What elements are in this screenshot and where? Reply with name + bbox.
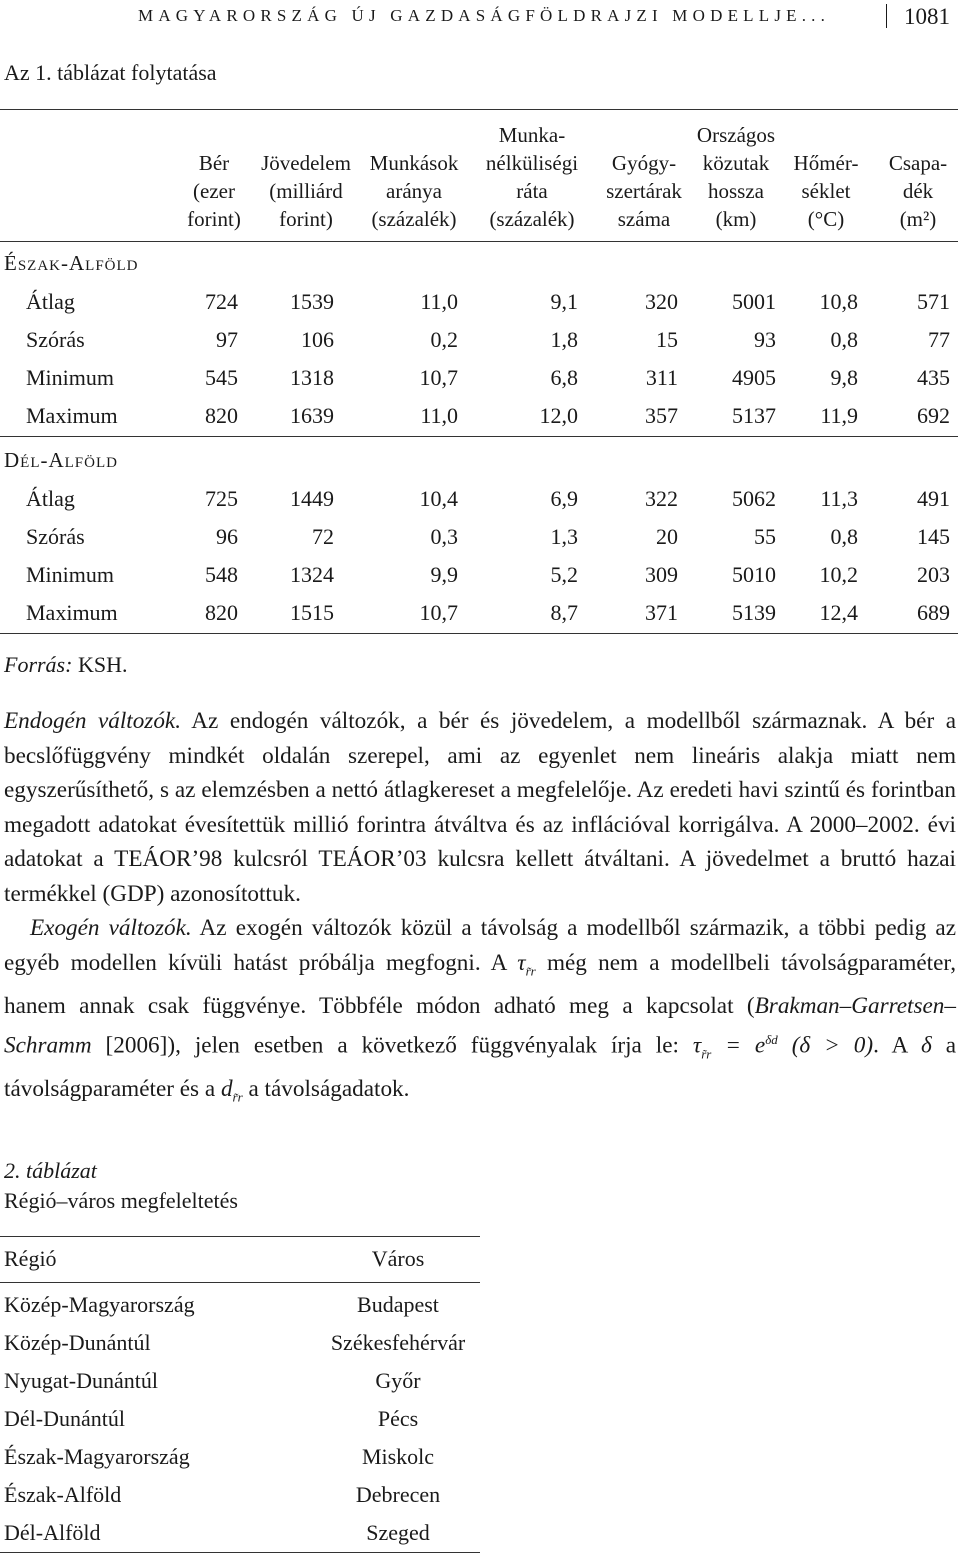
table-cell: 1539 bbox=[290, 289, 334, 314]
body-text bbox=[4, 704, 956, 1115]
paragraph-text: Az endogén változók, a bér és jövedelem, a modellből származnak. A bér a becslőfüggvény mindkét oldalán szerepel, ami az egyenlet nem lineáris alakja miatt nem egyszerűsíthető, s az elemzésben a nettó átlagkereset a megfelelője. Az eredeti havi szintű és forintban megadott adatokat évesítettük millió forintra átváltva és az inflációval korrigálva. A 2000–2002. évi adatokat a TEÁOR’98 kulcsról TEÁOR’03 kulcsra kellett átváltani. A jövedelmet a bruttó hazai termékkel (GDP) azonosítottuk. bbox=[4, 708, 957, 907]
paragraph-exogenous bbox=[4, 911, 956, 1115]
table2-city-cell: Debrecen bbox=[355, 1482, 441, 1507]
table-row bbox=[0, 486, 958, 516]
table-cell: 11,0 bbox=[420, 289, 458, 314]
subscript-rr: r̃r bbox=[701, 1046, 712, 1062]
table2-header-rule bbox=[0, 1282, 480, 1283]
row-label: Maximum bbox=[26, 600, 118, 625]
row-label: Minimum bbox=[26, 365, 115, 390]
table2-label bbox=[4, 1158, 97, 1184]
column-header-line: forint) bbox=[187, 207, 241, 231]
table-cell: 72 bbox=[312, 524, 334, 549]
table2-city-cell: Budapest bbox=[357, 1292, 439, 1317]
table-cell: 1449 bbox=[290, 486, 334, 511]
table-cell: 1,3 bbox=[550, 524, 578, 549]
table-cell: 548 bbox=[205, 562, 238, 587]
table-cell: 357 bbox=[645, 403, 678, 428]
table1-column-header bbox=[853, 149, 960, 233]
formula-condition: (δ > 0) bbox=[777, 1032, 874, 1059]
table1-top-rule bbox=[0, 109, 958, 110]
table-cell: 6,9 bbox=[550, 486, 578, 511]
table-cell: 145 bbox=[917, 524, 950, 549]
table-cell: 20 bbox=[656, 524, 678, 549]
table1-header-rule bbox=[0, 241, 958, 242]
table-cell: 11,9 bbox=[820, 403, 858, 428]
column-header-line: (ezer bbox=[193, 179, 235, 203]
column-header-line: (százalék) bbox=[489, 207, 575, 231]
row-label: Átlag bbox=[26, 486, 75, 511]
column-header-line: (m²) bbox=[899, 207, 937, 231]
table2-header-city: Város bbox=[371, 1246, 425, 1271]
paragraph-text: Az exogén változók közül a távolság a modellből származik, a többi pedig az egyéb modellen kívüli hatást próbálja megfogni. A bbox=[4, 915, 956, 976]
table2-city-cell: Székesfehérvár bbox=[330, 1330, 466, 1355]
symbol-tau: τ bbox=[517, 949, 526, 976]
table-cell: 371 bbox=[645, 600, 678, 625]
table-cell: 106 bbox=[301, 327, 334, 352]
column-header-line: Bér bbox=[198, 151, 230, 175]
table1-continuation-title: Az 1. táblázat folytatása bbox=[4, 60, 217, 85]
formula-superscript: δd bbox=[765, 1032, 778, 1048]
source-value: KSH. bbox=[72, 652, 128, 677]
table-row bbox=[0, 403, 958, 433]
subscript-rr: r̃r bbox=[525, 963, 536, 979]
table2 bbox=[0, 1236, 482, 1554]
table2-title: Régió–város megfeleltetés bbox=[4, 1188, 238, 1213]
paragraph-text: a távolságparaméter és a bbox=[4, 1032, 956, 1103]
table-cell: 725 bbox=[205, 486, 238, 511]
table-row bbox=[0, 327, 958, 357]
table-cell: 0,8 bbox=[830, 524, 858, 549]
row-label: Átlag bbox=[26, 289, 75, 314]
table-cell: 5062 bbox=[732, 486, 776, 511]
table-cell: 5139 bbox=[732, 600, 776, 625]
table-cell: 10,8 bbox=[819, 289, 858, 314]
table-cell: 0,2 bbox=[430, 327, 458, 352]
column-header-line: séklet bbox=[801, 179, 851, 203]
symbol-d: d bbox=[220, 1076, 233, 1103]
table2-region-cell: Nyugat-Dunántúl bbox=[4, 1368, 158, 1393]
table-cell: 311 bbox=[645, 365, 678, 390]
row-label: Szórás bbox=[26, 327, 85, 352]
table-cell: 9,8 bbox=[830, 365, 858, 390]
column-header-line: szertárak bbox=[606, 179, 682, 203]
table2-label-text: 2. táblázat bbox=[4, 1158, 97, 1183]
column-header-line: száma bbox=[617, 207, 671, 231]
column-header-line: Munkások bbox=[369, 151, 459, 175]
column-header-line: Hőmér- bbox=[793, 151, 859, 175]
table2-city-cell: Pécs bbox=[377, 1406, 419, 1431]
column-header-line: hossza bbox=[708, 179, 764, 203]
table-row bbox=[0, 600, 958, 630]
table-cell: 571 bbox=[917, 289, 950, 314]
column-header-line: közutak bbox=[702, 151, 770, 175]
table-cell: 10,4 bbox=[419, 486, 458, 511]
symbol-delta: δ bbox=[920, 1032, 932, 1059]
table-cell: 1,8 bbox=[550, 327, 578, 352]
table-cell: 820 bbox=[205, 600, 238, 625]
table-cell: 322 bbox=[645, 486, 678, 511]
table2-city-cell: Miskolc bbox=[361, 1444, 435, 1469]
table-row bbox=[0, 524, 958, 554]
table2-bottom-rule bbox=[0, 1552, 480, 1553]
table2-header-region: Régió bbox=[4, 1246, 57, 1271]
table-cell: 12,0 bbox=[539, 403, 578, 428]
row-label: Minimum bbox=[26, 562, 115, 587]
paragraph-text: a távolságadatok. bbox=[242, 1076, 410, 1103]
column-header-line: Csapa- bbox=[888, 151, 948, 175]
formula-exp: = e bbox=[711, 1032, 766, 1059]
column-header-line: Gyógy- bbox=[611, 151, 677, 175]
table2-city-cell: Győr bbox=[375, 1368, 421, 1393]
paragraph-endogenous bbox=[4, 704, 956, 911]
table2-region-cell: Észak-Alföld bbox=[4, 1482, 122, 1507]
table-cell: 435 bbox=[917, 365, 950, 390]
table-cell: 96 bbox=[216, 524, 238, 549]
column-header-line: (százalék) bbox=[371, 207, 457, 231]
table-cell: 5,2 bbox=[550, 562, 578, 587]
table1-group-rule bbox=[0, 633, 958, 634]
table-cell: 5137 bbox=[732, 403, 776, 428]
citation: Brakman–Garretsen–Schramm bbox=[4, 992, 956, 1059]
table-cell: 5010 bbox=[732, 562, 776, 587]
table2-top-rule bbox=[0, 1236, 480, 1237]
subscript-rr: r̃r bbox=[232, 1089, 243, 1105]
column-header-line: (km) bbox=[715, 207, 757, 231]
table-cell: 6,8 bbox=[550, 365, 578, 390]
table-cell: 55 bbox=[754, 524, 776, 549]
table-row bbox=[0, 365, 958, 395]
table1-source bbox=[4, 652, 127, 678]
column-header-line: ráta bbox=[516, 179, 548, 203]
column-header-line: (milliárd bbox=[269, 179, 343, 203]
paragraph-text: [2006]), jelen esetben a következő függvényalak írja le: bbox=[91, 1032, 693, 1059]
table-row bbox=[0, 289, 958, 319]
table-cell: 724 bbox=[205, 289, 238, 314]
table-cell: 689 bbox=[917, 600, 950, 625]
table-cell: 12,4 bbox=[819, 600, 858, 625]
table-cell: 77 bbox=[928, 327, 950, 352]
table1-column-header bbox=[349, 149, 479, 233]
column-header-line: Jövedelem bbox=[261, 151, 351, 175]
table2-region-cell: Észak-Magyarország bbox=[4, 1444, 190, 1469]
table-cell: 10,2 bbox=[819, 562, 858, 587]
table2-region-cell: Közép-Dunántúl bbox=[4, 1330, 151, 1355]
table-cell: 10,7 bbox=[419, 365, 458, 390]
column-header-line: Országos bbox=[696, 123, 776, 147]
source-label: Forrás: bbox=[4, 652, 73, 677]
table-cell: 93 bbox=[754, 327, 776, 352]
page-number: 1081 bbox=[904, 4, 950, 29]
table-cell: 309 bbox=[645, 562, 678, 587]
column-header-line: (°C) bbox=[807, 207, 845, 231]
table-cell: 8,7 bbox=[550, 600, 578, 625]
table-cell: 11,0 bbox=[420, 403, 458, 428]
running-head bbox=[138, 4, 950, 32]
table-cell: 320 bbox=[645, 289, 678, 314]
table-cell: 820 bbox=[205, 403, 238, 428]
running-head-divider bbox=[886, 4, 887, 28]
column-header-line: nélküliségi bbox=[485, 151, 579, 175]
table-cell: 97 bbox=[216, 327, 238, 352]
table1-group-rule bbox=[0, 436, 958, 437]
paragraph-text: . A bbox=[873, 1032, 921, 1059]
table-cell: 10,7 bbox=[419, 600, 458, 625]
table1 bbox=[0, 103, 960, 703]
table-cell: 692 bbox=[917, 403, 950, 428]
symbol-tau: τ bbox=[692, 1032, 702, 1059]
table-cell: 9,1 bbox=[550, 289, 578, 314]
table-cell: 1324 bbox=[290, 562, 334, 587]
paragraph-text: még nem a modellbeli távolságparaméter, hanem annak csak függvénye. Többféle módon adható meg a kapcsolat ( bbox=[4, 949, 956, 1019]
table-cell: 203 bbox=[917, 562, 950, 587]
table-cell: 0,8 bbox=[830, 327, 858, 352]
table-cell: 11,3 bbox=[820, 486, 858, 511]
table-cell: 491 bbox=[917, 486, 950, 511]
row-label: Maximum bbox=[26, 403, 118, 428]
table-cell: 1515 bbox=[290, 600, 334, 625]
table-cell: 9,9 bbox=[430, 562, 458, 587]
column-header-line: forint) bbox=[279, 207, 333, 231]
table-cell: 545 bbox=[205, 365, 238, 390]
table-cell: 1318 bbox=[290, 365, 334, 390]
table2-region-cell: Dél-Dunántúl bbox=[4, 1406, 125, 1431]
table2-city-cell: Szeged bbox=[366, 1520, 430, 1545]
table1-group-title: Dél-Alföld bbox=[4, 448, 118, 472]
column-header-line: aránya bbox=[386, 179, 442, 203]
running-head-title: MAGYARORSZÁG ÚJ GAZDASÁGFÖLDRAJZI MODELLJE... bbox=[138, 6, 831, 25]
column-header-line: dék bbox=[902, 179, 934, 203]
table-cell: 15 bbox=[656, 327, 678, 352]
paragraph-lead: Endogén változók. bbox=[4, 708, 182, 734]
table-row bbox=[0, 562, 958, 592]
table-cell: 1639 bbox=[290, 403, 334, 428]
row-label: Szórás bbox=[26, 524, 85, 549]
table1-column-header bbox=[467, 121, 597, 233]
table2-region-cell: Közép-Magyarország bbox=[4, 1292, 195, 1317]
paragraph-lead: Exogén változók. bbox=[30, 915, 192, 941]
table1-group-title: Észak-Alföld bbox=[4, 251, 139, 275]
column-header-line: Munka- bbox=[498, 123, 566, 147]
table-cell: 5001 bbox=[732, 289, 776, 314]
table2-region-cell: Dél-Alföld bbox=[4, 1520, 101, 1545]
table-cell: 4905 bbox=[732, 365, 776, 390]
table-cell: 0,3 bbox=[430, 524, 458, 549]
